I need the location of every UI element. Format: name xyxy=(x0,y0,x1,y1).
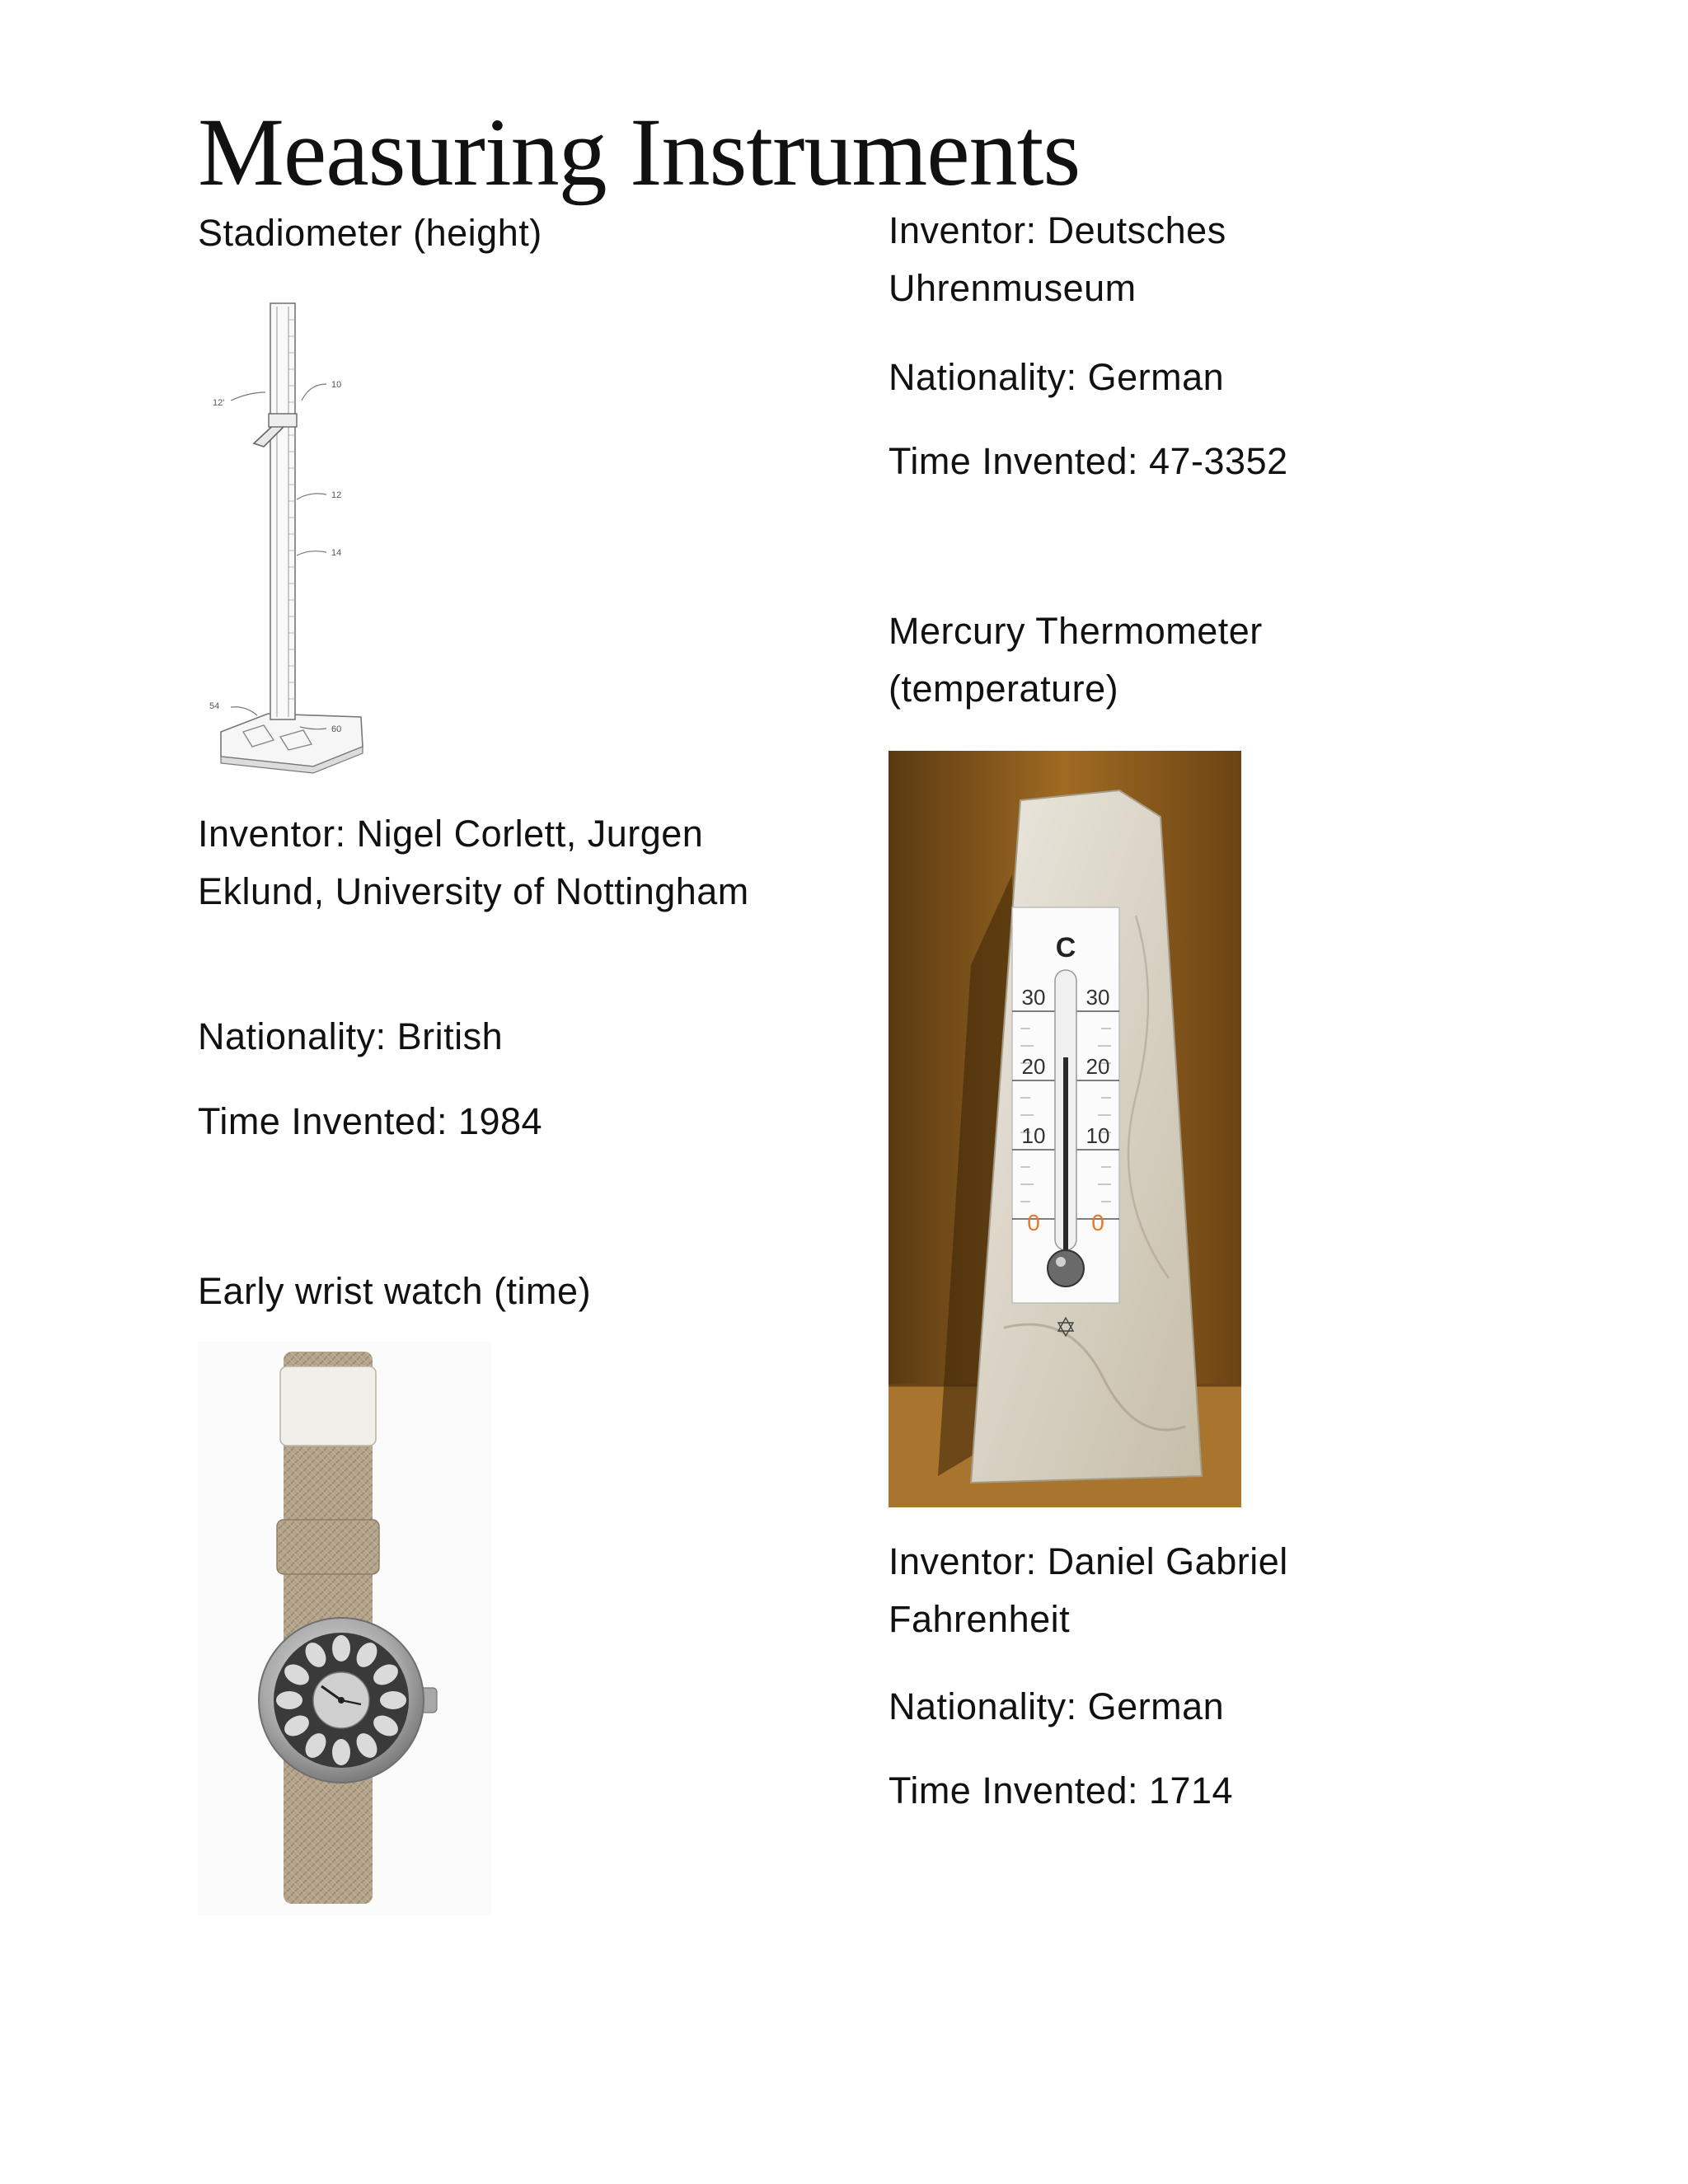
thermometer-heading: Mercury Thermometer (temperature) xyxy=(889,610,1263,710)
figure-label: 12 xyxy=(331,490,342,500)
wrist-watch-nationality: Nationality: German xyxy=(889,356,1225,398)
stadiometer-nationality: Nationality: British xyxy=(198,1015,504,1057)
scale-zero-label: 0 xyxy=(1027,1210,1040,1235)
figure-label: 54 xyxy=(209,701,220,711)
stadiometer-heading: Stadiometer (height) xyxy=(198,212,542,254)
figure-label: 10 xyxy=(331,380,342,390)
scale-unit-label: C xyxy=(1055,932,1076,963)
figure-label: 14 xyxy=(331,548,342,558)
wrist-watch-inventor: Inventor: Deutsches Uhrenmuseum xyxy=(889,209,1226,309)
stadiometer-time-invented: Time Invented: 1984 xyxy=(198,1100,543,1142)
scale-tick-label: 10 xyxy=(1021,1123,1046,1148)
figure-label: 60 xyxy=(331,724,342,734)
stadiometer-inventor: Inventor: Nigel Corlett, Jurgen Eklund, University of Nottingham xyxy=(198,813,749,912)
wrist-watch-time-invented: Time Invented: 47-3352 xyxy=(889,440,1288,482)
thermometer-time-invented: Time Invented: 1714 xyxy=(889,1769,1234,1811)
wrist-watch-heading: Early wrist watch (time) xyxy=(198,1270,592,1312)
scale-tick-label: 20 xyxy=(1085,1054,1110,1079)
stadiometer-image xyxy=(198,295,371,781)
scale-tick-label: 30 xyxy=(1021,985,1046,1010)
scale-tick-label: 20 xyxy=(1021,1054,1046,1079)
mercury-thermometer-image xyxy=(889,751,1241,1507)
thermometer-nationality: Nationality: German xyxy=(889,1685,1225,1727)
scale-tick-label: 30 xyxy=(1085,985,1110,1010)
page-title: Measuring Instruments xyxy=(198,98,1081,206)
figure-label: 12' xyxy=(213,398,225,408)
scale-zero-label: 0 xyxy=(1091,1210,1104,1235)
wrist-watch-image xyxy=(198,1342,491,1915)
scale-tick-label: 10 xyxy=(1085,1123,1110,1148)
thermometer-inventor: Inventor: Daniel Gabriel Fahrenheit xyxy=(889,1540,1288,1640)
